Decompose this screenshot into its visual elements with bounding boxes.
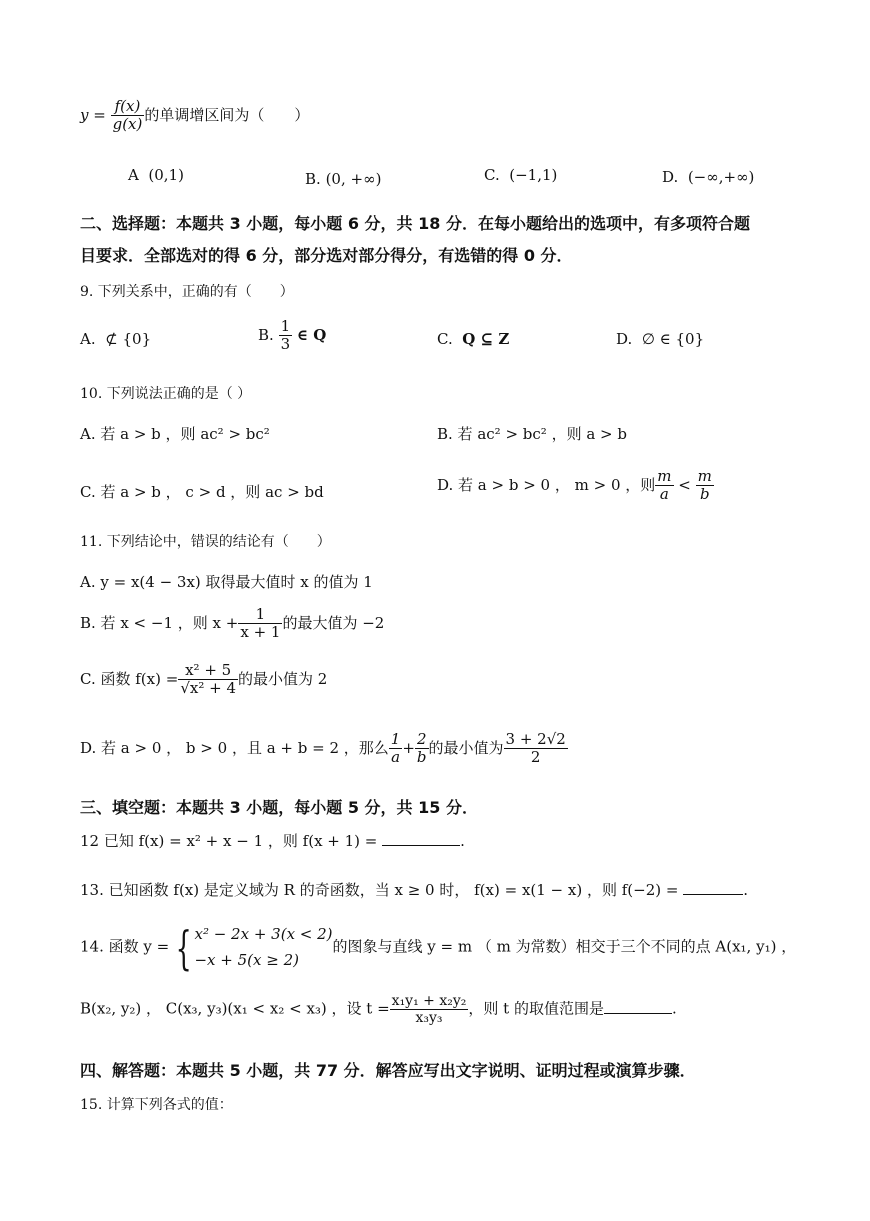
q13: 13. 已知函数 f(x) 是定义域为 R 的奇函数，当 x ≥ 0 时， f(x) = x(1 − x) ，则 f(−2) = .	[80, 881, 749, 899]
q14-piecewise: x² − 2x + 3(x < 2) −x + 5(x ≥ 2)	[194, 925, 333, 969]
q10-option-c: C. 若 a > b ， c > d ，则 ac > bd	[80, 483, 324, 501]
section2-heading-line1: 二、选择题：本题共 3 小题，每小题 6 分，共 18 分．在每小题给出的选项中，有多项符合题	[80, 214, 750, 233]
q8-option-d: D. (−∞,+∞)	[662, 168, 755, 186]
q10-option-a: A. 若 a > b ，则 ac² > bc²	[80, 425, 270, 443]
q8-denominator: g(x)	[112, 115, 143, 134]
q10-stem: 10. 下列说法正确的是（ ）	[80, 386, 252, 402]
q15-stem: 15. 计算下列各式的值：	[80, 1097, 233, 1113]
q9-option-a: A. ⊄ {0}	[80, 330, 152, 348]
section2-heading-line2: 目要求．全部选对的得 6 分，部分选对部分得分，有选错的得 0 分．	[80, 246, 573, 265]
q9-stem: 9. 下列关系中，正确的有（ ）	[80, 284, 294, 300]
q9-option-c: C. Q ⊆ Z	[437, 330, 510, 348]
q12-answer-blank[interactable]	[382, 831, 460, 846]
q8-stem: 的单调增区间为（ ）	[144, 105, 310, 124]
q8-option-b: B. (0, +∞)	[305, 170, 382, 188]
section4-heading: 四、解答题：本题共 5 小题，共 77 分．解答应写出文字说明、证明过程或演算步骤．	[80, 1061, 696, 1080]
q9-b-fraction: $\frac{1}{3}$	[280, 317, 291, 354]
q14-line1: 14. 函数 y = { x² − 2x + 3(x < 2) −x + 5(x ≥ 2) 的图象与直线 y = m （ m 为常数）相交于三个不同的点 A(x₁, y₁) ，	[80, 920, 797, 975]
q10-option-b: B. 若 ac² > bc² ，则 a > b	[437, 425, 627, 443]
q8-option-c: C. (−1,1)	[484, 166, 558, 184]
q14-line2: B(x₂, y₂) ， C(x₃, y₃)(x₁ < x₂ < x₃) ，设 t = $\frac{\text{x₁y₁ + x₂y₂}}{\text{x₃y₃}}$ ，则 t 的取值范围是 .	[80, 993, 677, 1027]
q14-answer-blank[interactable]	[604, 999, 672, 1014]
q10-option-d: D. 若 a > b > 0 ， m > 0 ，则 $\frac{m}{a}$ < $\frac{m}{b}$	[437, 467, 712, 504]
q14-brace: {	[175, 920, 192, 975]
q9-option-d: D. ∅ ∈ {0}	[616, 330, 705, 348]
q8-fraction	[111, 98, 145, 134]
q8-function-expression	[80, 98, 309, 134]
q11-option-b: B. 若 x < −1 ，则 x + $\frac{1}{x + 1}$ 的最大值为 −2	[80, 605, 385, 642]
q11-option-d: D. 若 a > 0 ， b > 0 ，且 a + b = 2 ，那么 $\frac{1}{a}$ + $\frac{2}{b}$ 的最小值为 $\frac{3 + 2√2}{2}$	[80, 730, 566, 767]
q11-option-a: A. y = x(4 − 3x) 取得最大值时 x 的值为 1	[80, 573, 373, 591]
q11-option-c: C. 函数 f(x) = $\frac{\text{x² + 5}}{\text{√x² + 4}}$ 的最小值为 2	[80, 661, 328, 698]
section3-heading: 三、填空题：本题共 3 小题，每小题 5 分，共 15 分．	[80, 798, 478, 817]
q8-option-a: A (0,1)	[128, 166, 184, 184]
q11-stem: 11. 下列结论中，错误的结论有（ ）	[80, 534, 331, 550]
q12: 12 已知 f(x) = x² + x − 1 ，则 f(x + 1) = .	[80, 832, 465, 850]
q8-lead: y =	[80, 105, 111, 124]
q9-option-b: B. $\frac{1}{3}$ ∈ Q	[258, 317, 327, 354]
q13-answer-blank[interactable]	[683, 880, 743, 895]
q8-numerator: f(x)	[111, 98, 145, 116]
